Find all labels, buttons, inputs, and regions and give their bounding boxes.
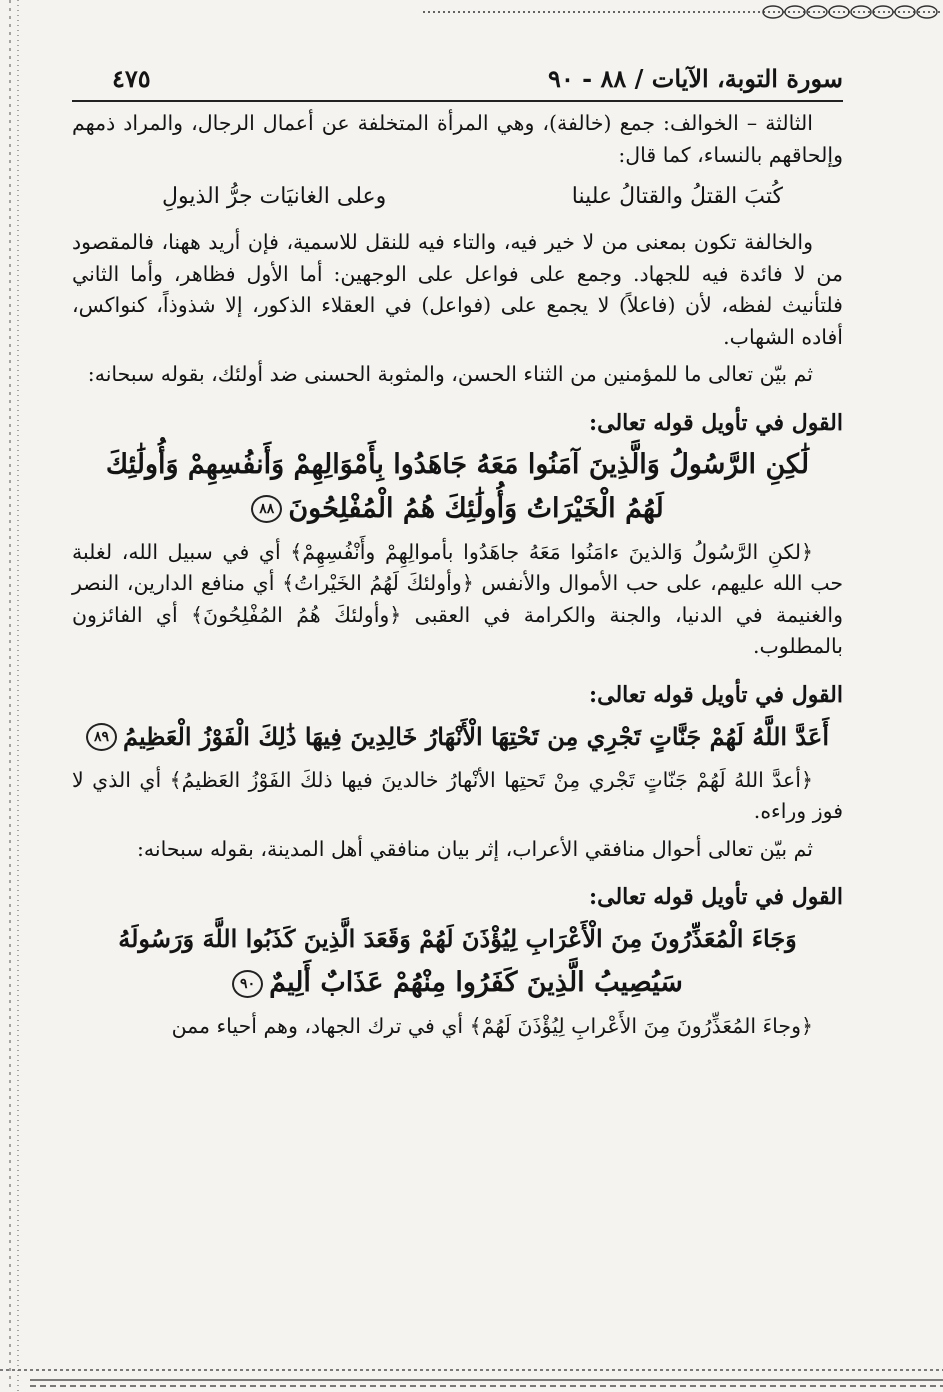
quran-verse xyxy=(72,917,843,1005)
running-header xyxy=(72,60,843,102)
ayah-number-marker: ٨٩ xyxy=(86,723,117,751)
ornamental-border-top xyxy=(423,0,943,24)
poem-verse xyxy=(72,173,843,221)
paragraph-khalifa: والخالفة تكون بمعنى من لا خير فيه، والتاء فيه للنقل للاسمية، فإن أريد ههنا، فالمقصود من لا فائدة فيه للجهاد. وجمع على فواعل على الوجهين: أما الأول فظاهر، وأما الثاني فلتأنيث لفظه، لأن (فاعلاً) لا يجمع على (فواعل) في العقلاء الذكور، إلا شذوذاً، كنواكس، أفاده الشهاب. xyxy=(72,230,843,349)
verse-line: سَيُصِيبُ الَّذِينَ كَفَرُوا مِنْهُمْ عَذَابٌ أَلِيمٌ xyxy=(269,967,683,998)
paragraph-khawalif: الثالثة – الخوالف: جمع (خالفة)، وهي المرأة المتخلفة عن أعمال الرجال، والمراد ذمهم وإلحاقهم بالنساء، كما قال: xyxy=(72,111,843,167)
paragraph-transition-1: ثم بيّن تعالى ما للمؤمنين من الثناء الحسن، والمثوبة الحسنى ضد أولئك، بقوله سبحانه: xyxy=(87,362,813,386)
poem-hemistich-left: وعلى الغانيَات جرُّ الذيولِ xyxy=(162,184,387,209)
commentary-paragraph: ﴿وجاءَ المُعَذِّرُونَ مِنَ الأَعْرابِ لِيُؤْذَنَ لَهُمْ﴾ أي في ترك الجهاد، وهم أحياء ممن xyxy=(171,1014,813,1038)
book-page xyxy=(72,60,843,1332)
commentary-paragraph: ﴿أعدَّ اللهُ لَهُمْ جَنّاتٍ تَجْري مِنْ تَحتِها الأنْهارُ خالدينَ فيها ذلكَ الفَوْزُ العَظيمُ﴾ أي الذي لا فوز وراءه. xyxy=(72,767,843,823)
poem-hemistich-right: كُتبَ القتلُ والقتالُ علينا xyxy=(571,184,783,209)
page-number: ٤٧٥ xyxy=(112,64,151,93)
quran-verse xyxy=(72,715,843,759)
verse-line: وَجَاءَ الْمُعَذِّرُونَ مِنَ الْأَعْرَابِ لِيُؤْذَنَ لَهُمْ وَقَعَدَ الَّذِينَ كَذَبُوا اللَّهَ وَرَسُولَهُ xyxy=(118,924,797,953)
ayah-number-marker: ٩٠ xyxy=(232,970,263,998)
verse-line: لَٰكِنِ الرَّسُولُ وَالَّذِينَ آمَنُوا مَعَهُ جَاهَدُوا بِأَمْوَالِهِمْ وَأَنفُسِهِمْ وَأُولَٰئِكَ xyxy=(105,448,810,480)
ornamental-border-bottom xyxy=(0,1362,943,1392)
section-heading: القول في تأويل قوله تعالى: xyxy=(589,884,843,910)
ornamental-border-left xyxy=(0,0,28,1392)
verse-line: لَهُمُ الْخَيْرَاتُ وَأُولَٰئِكَ هُمُ الْمُفْلِحُونَ xyxy=(288,492,664,524)
section-heading: القول في تأويل قوله تعالى: xyxy=(589,681,843,708)
verse-line: أَعَدَّ اللَّهُ لَهُمْ جَنَّاتٍ تَجْرِي مِن تَحْتِهَا الْأَنْهَارُ خَالِدِينَ فِيهَا ذَٰلِكَ الْفَوْزُ الْعَظِيمُ xyxy=(123,721,830,751)
commentary-paragraph: ﴿لكنِ الرَّسُولُ وَالذينَ ءامَنُوا مَعَهُ جاهَدُوا بأموالِهِمْ وأَنْفُسِهِمْ﴾ أي في سبيل الله، لغلبة حب الله عليهم، على حب الأموال والأنفس ﴿وأولئكَ لَهُمُ الخَيْراتُ﴾ أي منافع الدارين، النصر والغنيمة في الدنيا، والجنة والكرامة في العقبى ﴿وأولئكَ هُمُ المُفْلِحُونَ﴾ أي الفائزون بالمطلوب. xyxy=(72,539,843,658)
ayah-number-marker: ٨٨ xyxy=(251,495,282,523)
quran-verse xyxy=(72,443,843,531)
paragraph-transition-2: ثم بيّن تعالى أحوال منافقي الأعراب، إثر بيان منافقي أهل المدينة، بقوله سبحانه: xyxy=(137,836,813,861)
section-heading: القول في تأويل قوله تعالى: xyxy=(589,409,843,436)
header-title: سورة التوبة، الآيات / ٨٨ - ٩٠ xyxy=(548,64,843,93)
